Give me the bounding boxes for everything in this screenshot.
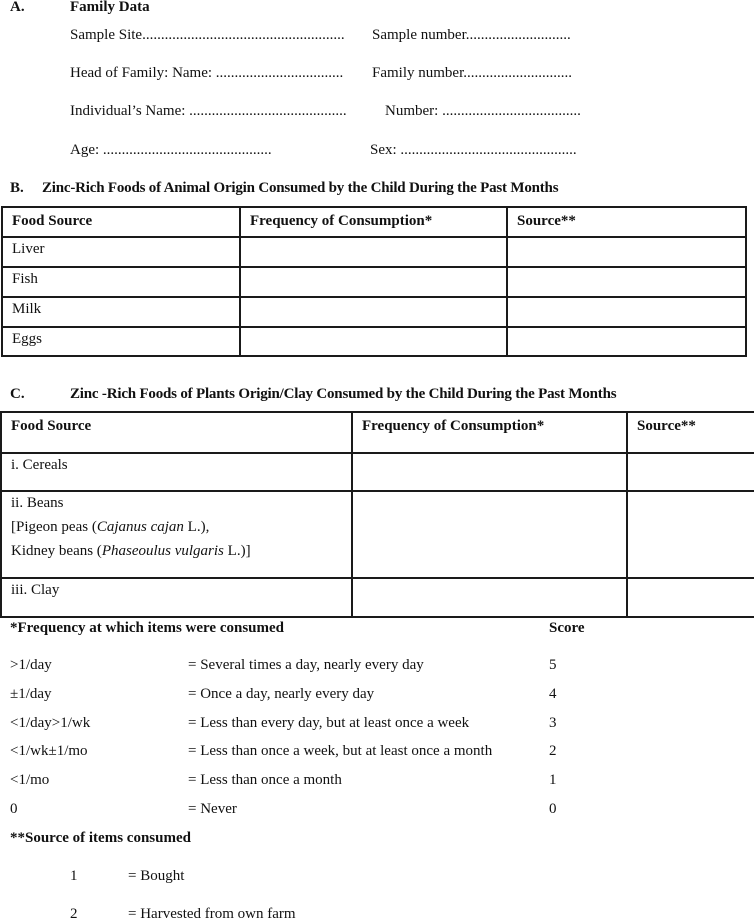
sample-number-field[interactable]: Sample number............................ [372,27,571,43]
individual-number-field[interactable]: Number: ..................................... [385,103,581,119]
table-row [1,453,754,491]
frequency-meaning: = Never [188,801,237,817]
food-detail-kidney-beans [11,539,351,563]
source-cell[interactable] [627,578,754,617]
frequency-score: 0 [549,801,557,817]
frequency-meaning: = Less than every day, but at least once a week [188,715,470,731]
frequency-meaning: = Several times a day, nearly every day [188,657,424,673]
table-header-row [1,412,754,453]
source-code: 2 [70,906,78,922]
detail-text: L.)] [223,543,251,559]
frequency-cell[interactable] [240,327,507,356]
source-legend-title: **Source of items consumed [10,830,191,846]
frequency-cell[interactable] [240,297,507,327]
food-cell-beans [1,491,352,578]
header-food-source: Food Source [1,412,352,453]
table-row [2,267,746,297]
section-b-letter: B. [10,180,24,196]
food-cell: Liver [2,237,240,267]
source-meaning: = Bought [128,868,185,884]
scientific-name: Cajanus cajan [96,519,184,535]
frequency-cell[interactable] [352,453,627,491]
section-b-title: Zinc-Rich Foods of Animal Origin Consumed by the Child During the Past Months [42,180,559,196]
frequency-code: 0 [10,801,18,817]
header-frequency: Frequency of Consumption* [240,207,507,237]
frequency-cell[interactable] [352,491,627,578]
food-detail-pigeon-peas [11,515,351,539]
frequency-meaning: = Once a day, nearly every day [188,686,375,702]
frequency-meaning: = Less than once a month [188,772,342,788]
frequency-code: ±1/day [10,686,52,702]
frequency-score: 3 [549,715,557,731]
frequency-code: <1/mo [10,772,50,788]
sample-site-field[interactable]: Sample Site...................................................... [70,27,345,43]
section-a-title: Family Data [70,0,150,15]
frequency-cell[interactable] [352,578,627,617]
detail-text: L.), [183,519,210,535]
scientific-name: Phaseoulus vulgaris [101,543,224,559]
table-row [2,237,746,267]
frequency-score: 5 [549,657,557,673]
header-food-source: Food Source [2,207,240,237]
food-cell: Fish [2,267,240,297]
source-cell[interactable] [627,491,754,578]
score-header: Score [549,620,585,636]
frequency-code: <1/wk±1/mo [10,743,88,759]
source-cell[interactable] [507,237,746,267]
age-field[interactable]: Age: ............................................. [70,142,272,158]
section-c-letter: C. [10,386,25,402]
source-cell[interactable] [507,267,746,297]
plant-foods-table [0,411,754,618]
frequency-meaning: = Less than once a week, but at least once a month [188,743,493,759]
frequency-code: >1/day [10,657,52,673]
table-header-row [2,207,746,237]
individual-name-field[interactable]: Individual’s Name: .......................................... [70,103,347,119]
source-meaning: = Harvested from own farm [128,906,296,922]
table-row [1,578,754,617]
frequency-cell[interactable] [240,267,507,297]
frequency-legend-title: *Frequency at which items were consumed [10,620,284,636]
detail-text: Kidney beans ( [11,543,102,559]
source-cell[interactable] [507,327,746,356]
food-cell: Milk [2,297,240,327]
source-cell[interactable] [507,297,746,327]
header-source: Source** [627,412,754,453]
header-frequency: Frequency of Consumption* [352,412,627,453]
detail-text: [Pigeon peas ( [11,519,97,535]
table-row [2,327,746,356]
frequency-score: 1 [549,772,557,788]
family-number-field[interactable]: Family number............................. [372,65,572,81]
section-a-letter: A. [10,0,25,15]
food-cell: iii. Clay [1,578,352,617]
food-name: ii. Beans [11,495,64,511]
frequency-cell[interactable] [240,237,507,267]
head-of-family-name-field[interactable]: Head of Family: Name: .................................. [70,65,344,81]
animal-foods-table [1,206,747,357]
sex-field[interactable]: Sex: ............................................... [370,142,577,158]
source-cell[interactable] [627,453,754,491]
header-source: Source** [507,207,746,237]
source-code: 1 [70,868,78,884]
frequency-code: <1/day>1/wk [10,715,91,731]
food-cell: i. Cereals [1,453,352,491]
food-cell: Eggs [2,327,240,356]
table-row [1,491,754,578]
frequency-score: 2 [549,743,557,759]
section-c-title: Zinc -Rich Foods of Plants Origin/Clay Consumed by the Child During the Past Months [70,386,617,402]
frequency-score: 4 [549,686,557,702]
table-row [2,297,746,327]
